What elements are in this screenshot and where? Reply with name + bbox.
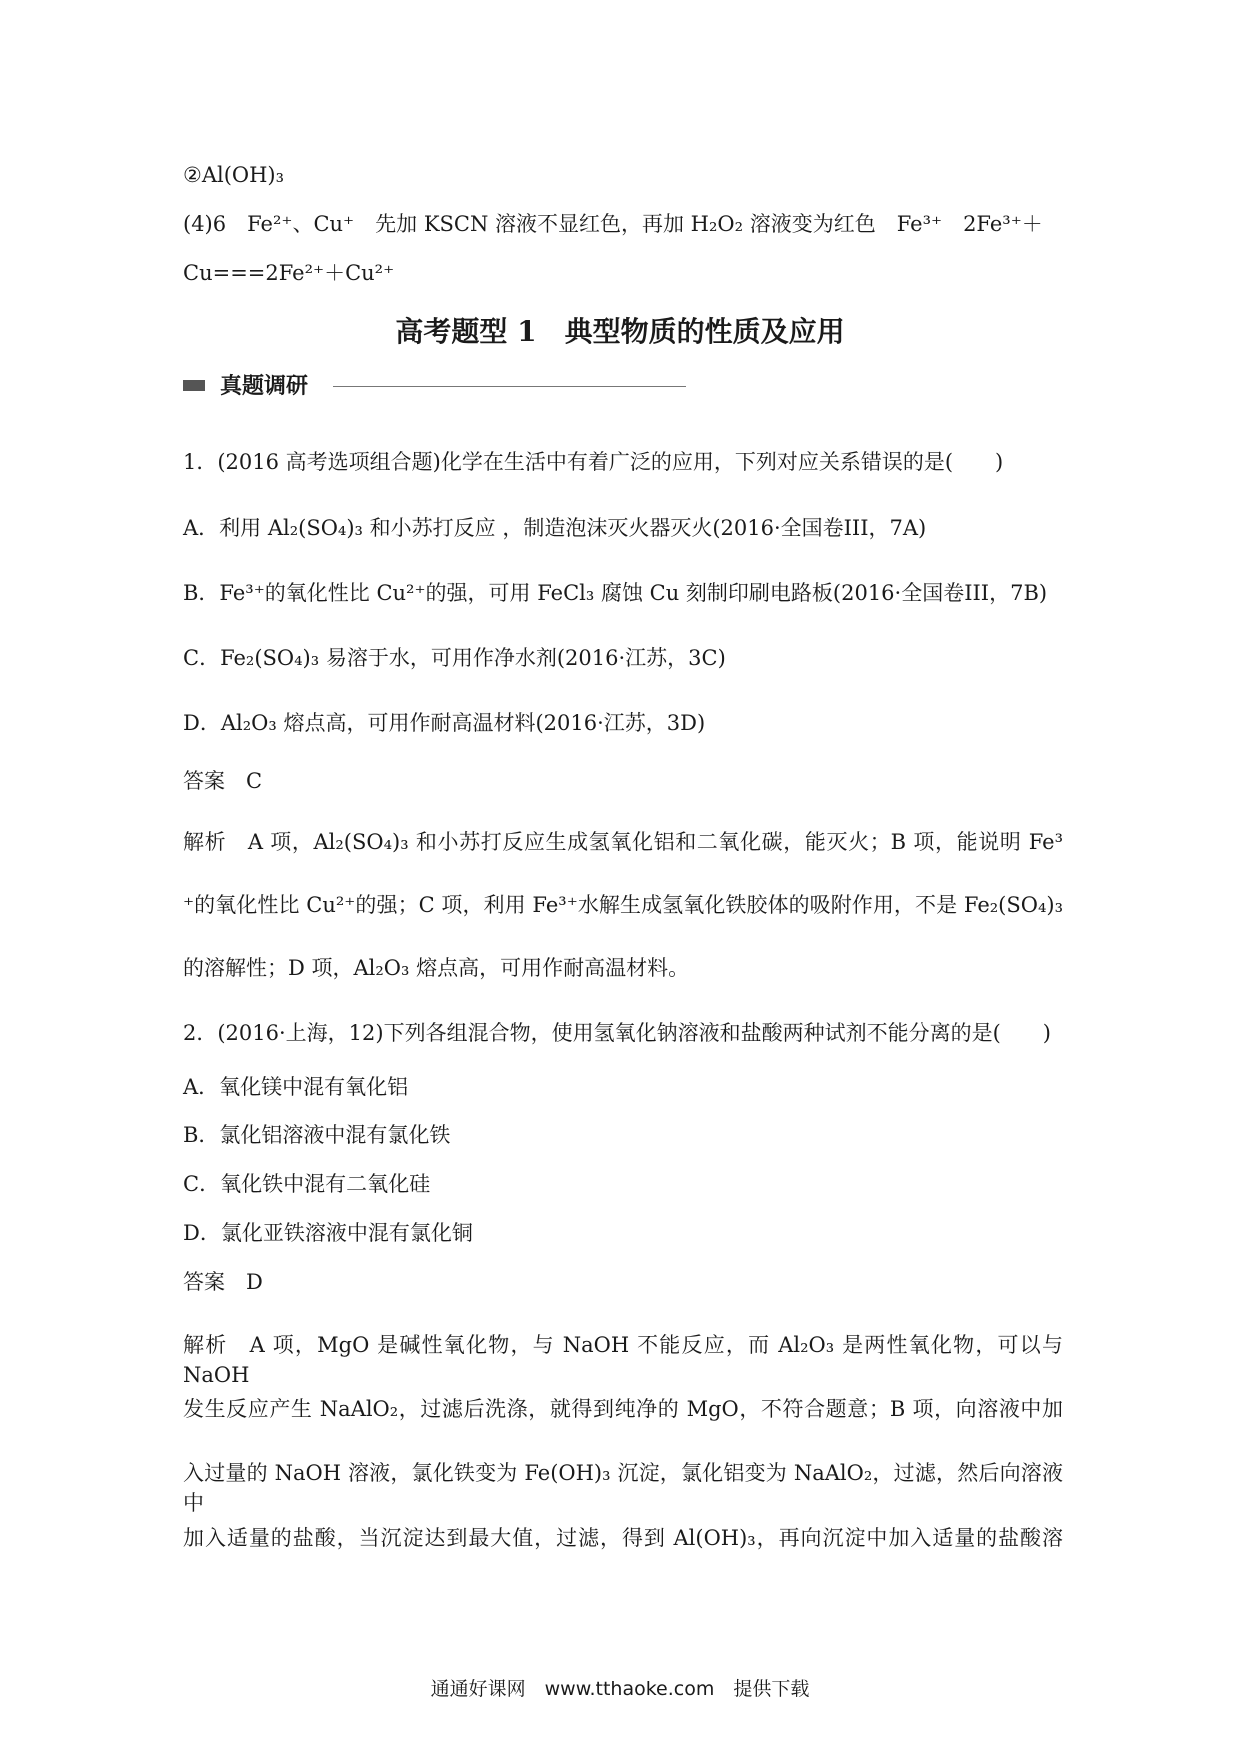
- q2-option-b: B．氯化铝溶液中混有氯化铁: [183, 1123, 451, 1147]
- q1-option-c: C．Fe₂(SO₄)₃ 易溶于水，可用作净水剂(2016·江苏，3C): [183, 646, 726, 670]
- q2-analysis-line-1: 解析 A 项，MgO 是碱性氧化物，与 NaOH 不能反应，而 Al₂O₃ 是两性氧化物，可以与 NaOH: [183, 1333, 1063, 1387]
- prev-answer-line-3: Cu===2Fe²⁺＋Cu²⁺: [183, 261, 395, 285]
- prev-answer-line-1: ②Al(OH)₃: [183, 163, 285, 187]
- footer-download-note: 通通好课网 www.tthaoke.com 提供下载: [430, 1678, 810, 1700]
- q2-analysis-line-2: 发生反应产生 NaAlO₂，过滤后洗涤，就得到纯净的 MgO，不符合题意；B 项，向溶液中加: [183, 1397, 1063, 1421]
- q2-option-d: D．氯化亚铁溶液中混有氯化铜: [183, 1221, 473, 1245]
- q1-analysis-line-2: ⁺的氧化性比 Cu²⁺的强；C 项，利用 Fe³⁺水解生成氢氧化铁胶体的吸附作用，不是 Fe₂(SO₄)₃: [183, 893, 1063, 917]
- q2-answer: 答案 D: [183, 1270, 263, 1294]
- q2-analysis-line-4: 加入适量的盐酸，当沉淀达到最大值，过滤，得到 Al(OH)₃，再向沉淀中加入适量的盐酸溶: [183, 1526, 1063, 1550]
- q2-stem: 2．(2016·上海，12)下列各组混合物，使用氢氧化钠溶液和盐酸两种试剂不能分离的是( ): [183, 1021, 1051, 1045]
- q1-option-a: A．利用 Al₂(SO₄)₃ 和小苏打反应 ，制造泡沫灭火器灭火(2016·全国卷III，7A): [183, 516, 927, 540]
- prev-answer-line-2: (4)6 Fe²⁺、Cu⁺ 先加 KSCN 溶液不显红色，再加 H₂O₂ 溶液变为红色 Fe³⁺ 2Fe³⁺＋: [183, 212, 1043, 236]
- section-label: 真题调研: [220, 373, 309, 399]
- section-title: 高考题型 1 典型物质的性质及应用: [395, 315, 845, 348]
- q1-answer: 答案 C: [183, 769, 263, 793]
- section-rule: [333, 386, 686, 387]
- section-marker-icon: [183, 380, 205, 391]
- q1-option-b: B．Fe³⁺的氧化性比 Cu²⁺的强，可用 FeCl₃ 腐蚀 Cu 刻制印刷电路板(2016·全国卷III，7B): [183, 581, 1048, 605]
- q2-option-a: A．氧化镁中混有氧化铝: [183, 1075, 409, 1099]
- q2-analysis-line-3: 入过量的 NaOH 溶液，氯化铁变为 Fe(OH)₃ 沉淀，氯化铝变为 NaAlO₂，过滤，然后向溶液中: [183, 1461, 1063, 1515]
- q1-analysis-line-1: 解析 A 项，Al₂(SO₄)₃ 和小苏打反应生成氢氧化铝和二氧化碳，能灭火；B 项，能说明 Fe³: [183, 830, 1063, 854]
- q1-stem: 1．(2016 高考选项组合题)化学在生活中有着广泛的应用，下列对应关系错误的是( ): [183, 450, 1004, 474]
- q1-option-d: D．Al₂O₃ 熔点高，可用作耐高温材料(2016·江苏，3D): [183, 711, 706, 735]
- q1-analysis-line-3: 的溶解性；D 项，Al₂O₃ 熔点高，可用作耐高温材料。: [183, 956, 690, 980]
- section-header: [183, 370, 683, 402]
- q2-option-c: C．氧化铁中混有二氧化硅: [183, 1172, 431, 1196]
